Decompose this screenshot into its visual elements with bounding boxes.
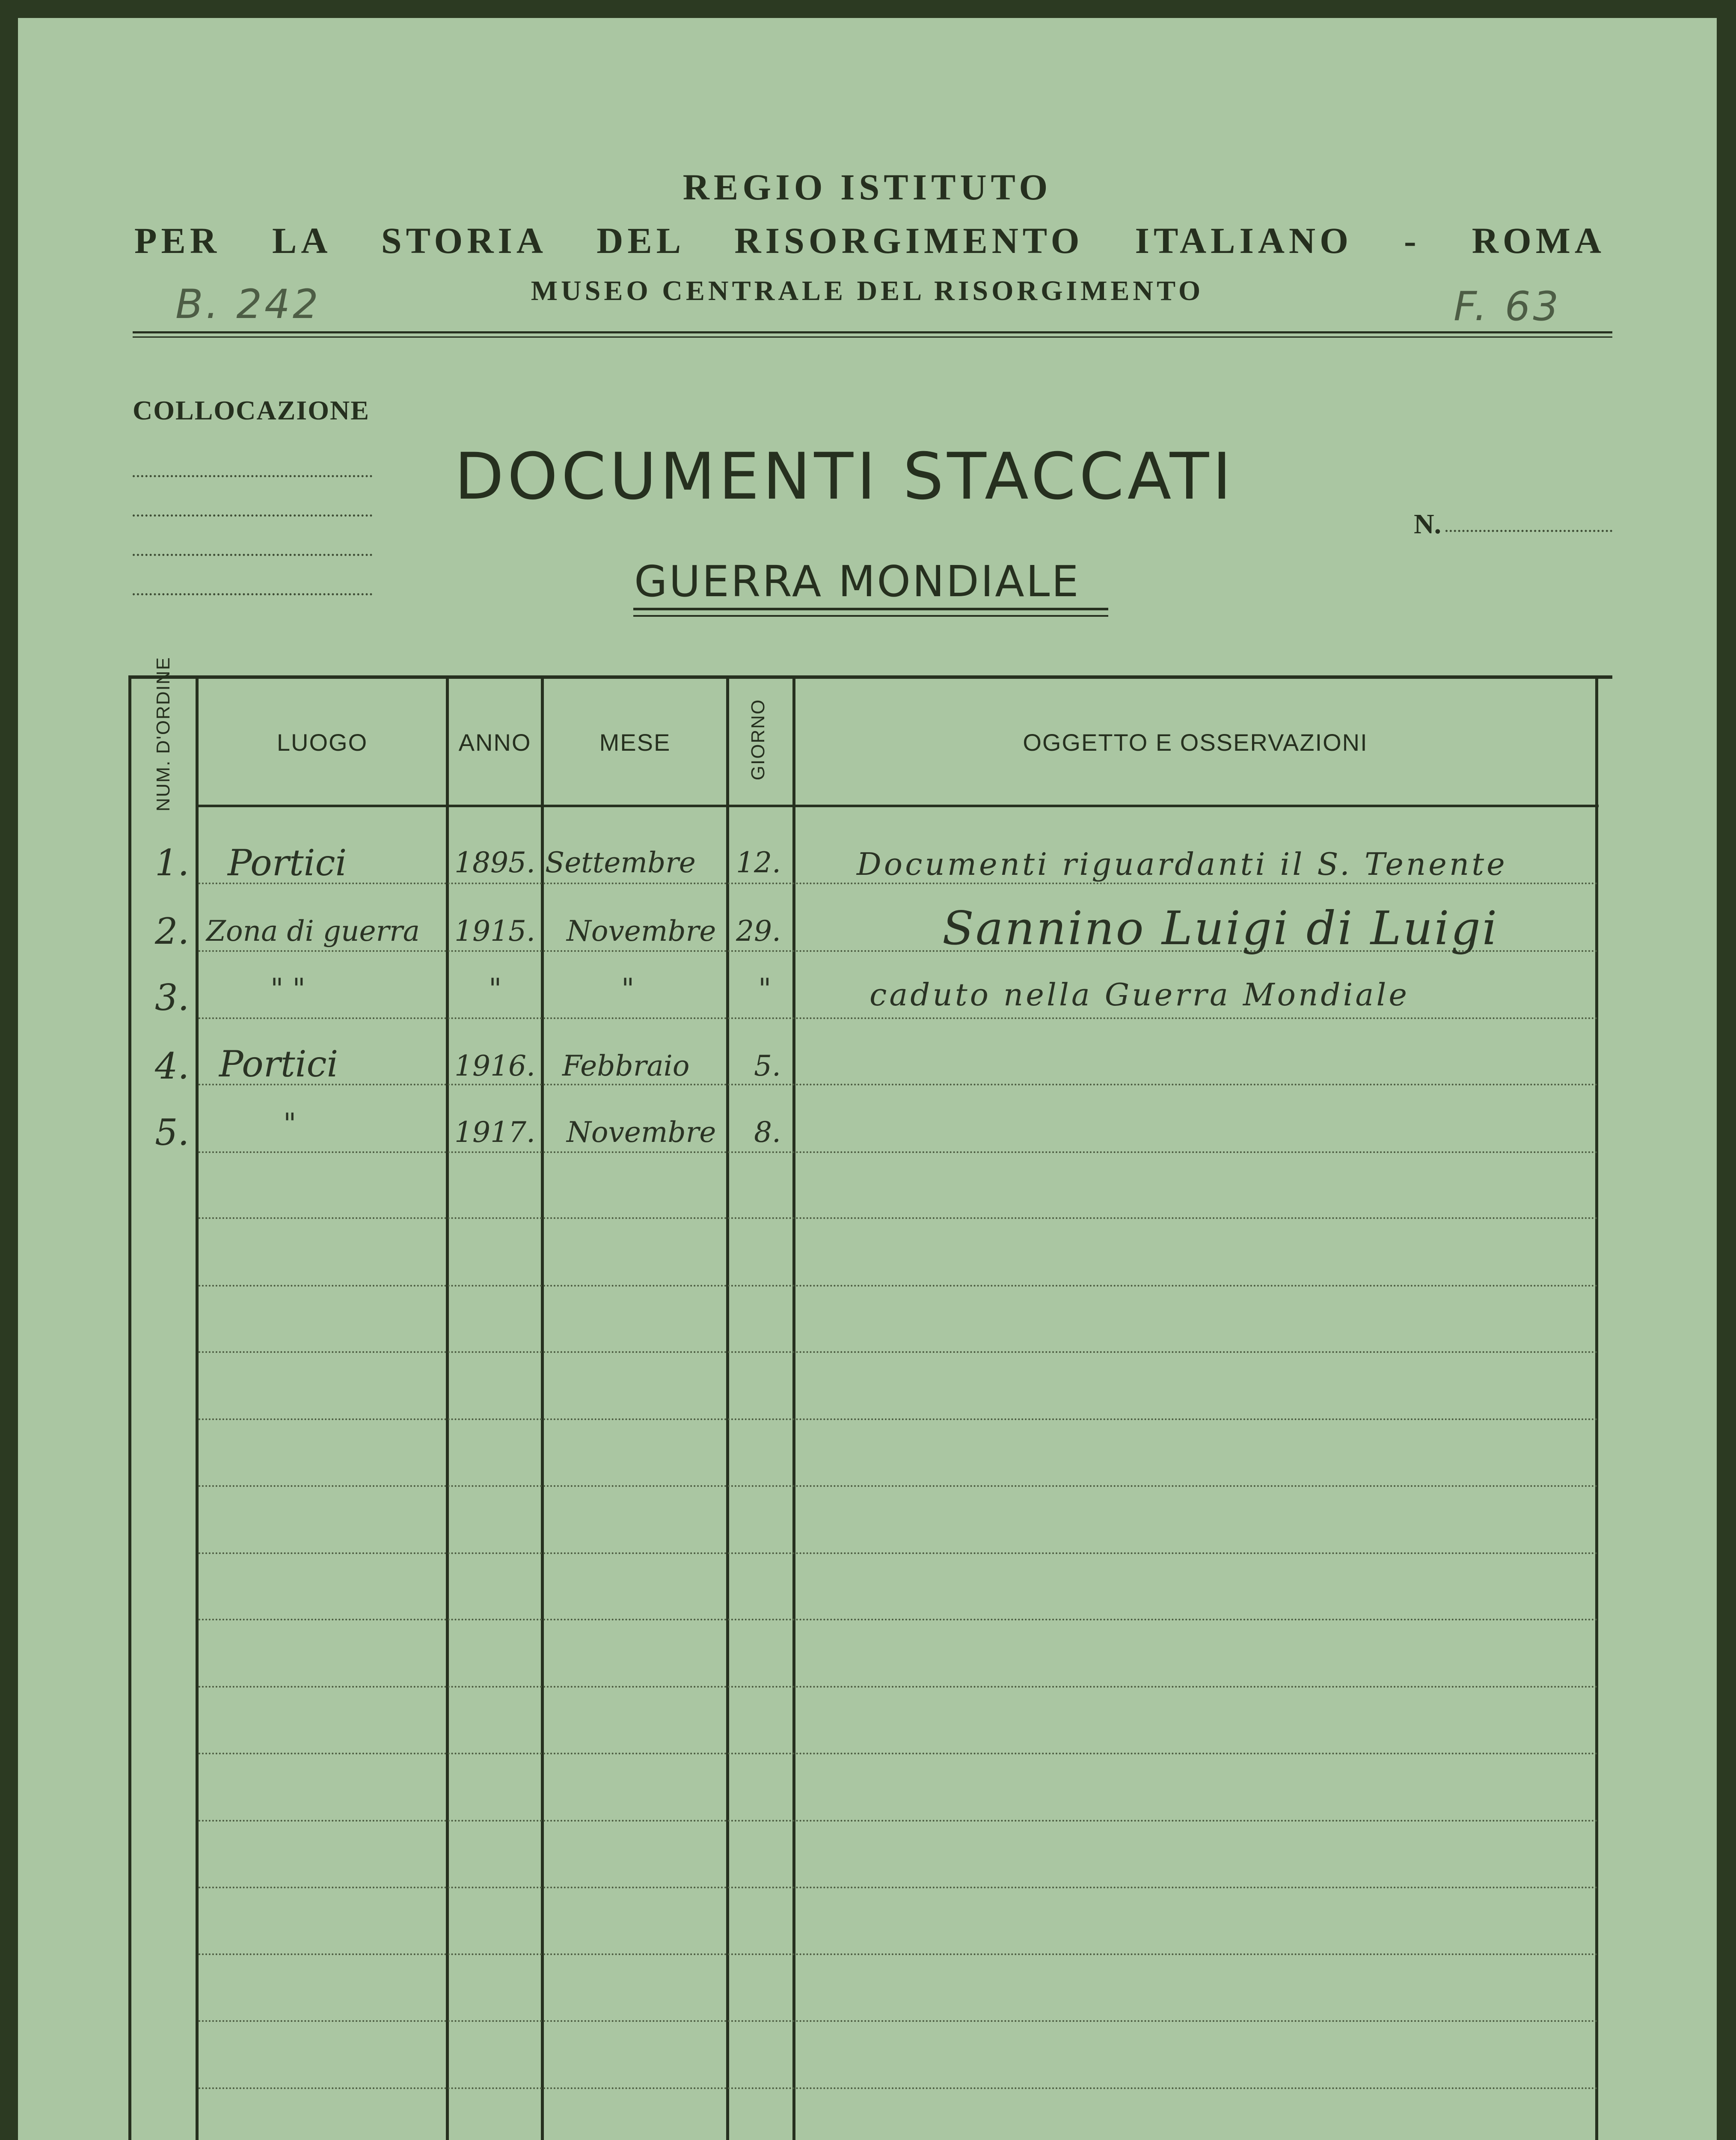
- row-num: 4.: [155, 1045, 190, 1087]
- ruled-line: [199, 1686, 1599, 1688]
- institute-name: REGIO ISTITUTO: [683, 166, 1052, 208]
- row-mese: Febbraio: [562, 1049, 690, 1082]
- document-card: [18, 18, 1717, 2140]
- row-giorno: 12.: [736, 846, 781, 879]
- ruled-line: [199, 1953, 1599, 1955]
- row-anno: ": [489, 972, 502, 1005]
- row-mese: Settembre: [545, 846, 696, 879]
- collocazione-line-4: [133, 593, 372, 595]
- subtitle-underline-2: [633, 615, 1108, 617]
- ruled-line: [199, 2087, 1599, 2089]
- collocazione-line-2: [133, 514, 372, 517]
- collocazione-line-1: [133, 475, 372, 477]
- ruled-line: [199, 1552, 1599, 1554]
- collocazione-line-3: [133, 554, 372, 556]
- row-mese: ": [621, 972, 635, 1005]
- ruled-line: [199, 1753, 1599, 1754]
- header-rule-top: [133, 331, 1612, 333]
- row-anno: 1915.: [454, 915, 535, 948]
- ruled-line: [199, 1084, 1599, 1085]
- row-num: 5.: [155, 1112, 190, 1153]
- subtitle-underline-1: [633, 608, 1108, 610]
- ruled-line: [199, 1017, 1599, 1019]
- ruled-line: [199, 1887, 1599, 1888]
- column-divider: [446, 677, 449, 2140]
- column-divider: [196, 677, 199, 2140]
- ruled-line: [199, 1619, 1599, 1620]
- institute-subtitle: PER LA STORIA DEL RISORGIMENTO ITALIANO - ROMA: [134, 220, 1605, 261]
- col-header-oggetto: OGGETTO E OSSERVAZIONI: [1023, 729, 1368, 756]
- column-divider: [128, 677, 131, 2140]
- observation-line-3: caduto nella Guerra Mondiale: [869, 977, 1410, 1013]
- row-num: 3.: [155, 977, 190, 1019]
- row-giorno: 29.: [736, 915, 781, 948]
- document-subtitle: GUERRA MONDIALE: [634, 556, 1080, 606]
- row-luogo: " ": [270, 972, 306, 1005]
- ruled-line: [199, 883, 1599, 884]
- ruled-line: [199, 1351, 1599, 1353]
- ruled-line: [199, 1285, 1599, 1287]
- row-giorno: 8.: [754, 1116, 781, 1149]
- ruled-line: [199, 2020, 1599, 2022]
- collocazione-label: COLLOCAZIONE: [133, 395, 370, 425]
- column-divider: [792, 677, 795, 2140]
- column-divider: [726, 677, 729, 2140]
- ruled-line: [199, 1485, 1599, 1487]
- row-num: 1.: [155, 842, 190, 884]
- row-luogo: Portici: [219, 1043, 338, 1085]
- row-giorno: ": [758, 972, 772, 1005]
- document-title: DOCUMENTI STACCATI: [454, 440, 1235, 514]
- row-num: 2.: [155, 910, 190, 952]
- table-top-rule: [128, 675, 1612, 679]
- column-divider: [1595, 677, 1598, 2140]
- col-header-anno: ANNO: [458, 729, 531, 756]
- col-header-mese: MESE: [599, 729, 671, 756]
- col-header-giorno: GIORNO: [748, 698, 769, 781]
- ruled-line: [199, 1151, 1599, 1153]
- museum-name: MUSEO CENTRALE DEL RISORGIMENTO: [531, 275, 1204, 306]
- col-header-luogo: LUOGO: [276, 729, 368, 756]
- table-header-rule: [199, 805, 1599, 807]
- column-divider: [541, 677, 544, 2140]
- row-giorno: 5.: [754, 1049, 781, 1082]
- row-mese: Novembre: [567, 915, 716, 948]
- row-luogo: ": [283, 1107, 297, 1140]
- observation-line-1: Documenti riguardanti il S. Tenente: [857, 846, 1508, 882]
- ruled-line: [199, 1820, 1599, 1822]
- header-rule-bottom: [133, 336, 1612, 338]
- col-header-num: NUM. D'ORDINE: [153, 657, 174, 811]
- ruled-line: [199, 1418, 1599, 1420]
- row-luogo: Zona di guerra: [206, 915, 420, 948]
- handwritten-box-number: B. 242: [175, 281, 321, 328]
- row-anno: 1895.: [454, 846, 535, 879]
- observation-line-2: Sannino Luigi di Luigi: [942, 902, 1499, 955]
- number-line: [1445, 530, 1612, 532]
- row-mese: Novembre: [567, 1116, 716, 1149]
- row-anno: 1917.: [454, 1116, 535, 1149]
- number-label: N.: [1414, 508, 1442, 540]
- row-anno: 1916.: [454, 1049, 535, 1082]
- row-luogo: Portici: [228, 842, 347, 884]
- ruled-line: [199, 1217, 1599, 1219]
- handwritten-folder-number: F. 63: [1454, 283, 1561, 330]
